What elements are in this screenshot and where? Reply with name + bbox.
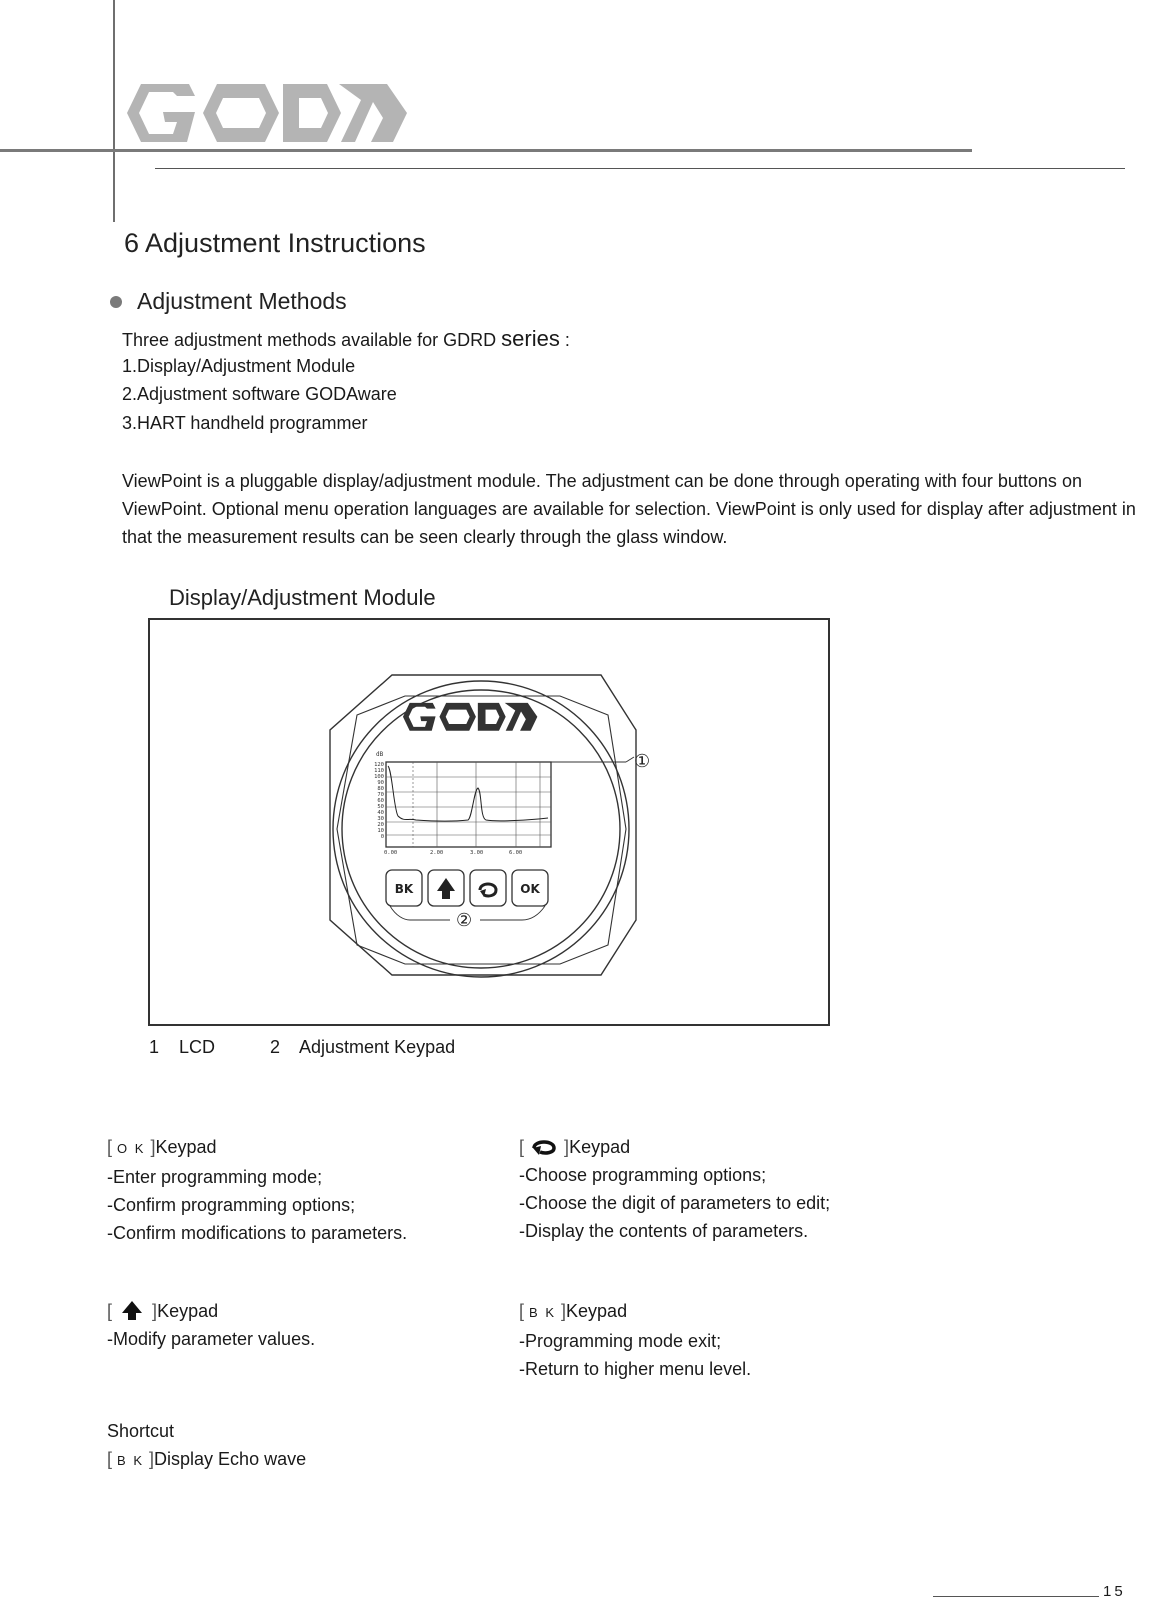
bracket-open: [	[519, 1137, 525, 1157]
ok-keypad-word: Keypad	[155, 1137, 217, 1157]
methods-heading: Adjustment Methods	[137, 288, 347, 314]
intro-post: :	[559, 330, 570, 350]
lcd-x-tick: 3.00	[470, 850, 484, 856]
shortcut-block	[107, 1417, 306, 1475]
lcd-unit-label: dB	[376, 751, 384, 758]
loop-line: -Display the contents of parameters.	[519, 1221, 809, 1241]
loop-keypad-word: Keypad	[569, 1137, 631, 1157]
lcd-y-tick: 50	[377, 804, 384, 810]
loop-arrow-icon	[529, 1137, 559, 1155]
up-arrow-icon	[437, 878, 455, 899]
lcd-grid	[386, 762, 551, 847]
bracket-close: ]	[564, 1137, 570, 1157]
lcd-y-tick: 90	[377, 780, 384, 786]
loop-line: -Choose the digit of parameters to edit;	[519, 1193, 831, 1213]
section-title: 6 Adjustment Instructions	[124, 228, 426, 258]
shortcut-line	[107, 1445, 306, 1475]
header-vertical-rule	[113, 0, 115, 222]
ok-line: -Confirm modifications to parameters.	[107, 1223, 408, 1243]
method-item-2: 2.Adjustment software GODAware	[122, 384, 397, 404]
bk-keypad-word: Keypad	[566, 1301, 628, 1321]
footer-rule	[933, 1596, 1099, 1597]
up-keypad-block	[107, 1297, 315, 1353]
callout-2: ②	[456, 910, 473, 931]
module-figure	[148, 618, 830, 1026]
bracket-close: ]	[152, 1301, 158, 1321]
bracket-open: [	[107, 1449, 113, 1469]
viewpoint-paragraph: ViewPoint is a pluggable display/adjustment module. The adjustment can be done through operating with four buttons on ViewPoint. Optional menu operation languages are available for selection. ViewPoint is only used for display after adjustment in that the measurement results can be seen clearly through the glass window.	[122, 471, 1136, 547]
ok-keypad-block	[107, 1133, 407, 1247]
lcd-y-tick: 10	[377, 828, 384, 834]
page-number: 15	[1103, 1583, 1126, 1600]
method-item-3: 3.HART handheld programmer	[122, 413, 368, 433]
intro-pre: Three adjustment methods available for GDRD	[122, 330, 502, 350]
bk-button-label: BK	[394, 882, 414, 896]
loop-line: -Choose programming options;	[519, 1165, 767, 1185]
goda-logo	[125, 78, 410, 153]
methods-intro	[122, 326, 570, 352]
bullet-icon	[110, 296, 122, 308]
lcd-y-tick: 100	[374, 774, 384, 780]
shortcut-label: Shortcut	[107, 1421, 175, 1441]
callout-1: ①	[634, 751, 651, 772]
lcd-y-tick: 60	[377, 798, 384, 804]
lcd-screen	[374, 751, 551, 856]
method-item-1: 1.Display/Adjustment Module	[122, 356, 356, 376]
legend-lcd: 1 LCD	[149, 1037, 216, 1057]
lcd-y-tick: 40	[377, 810, 384, 816]
lcd-y-tick: 80	[377, 786, 384, 792]
ok-button-label: OK	[520, 882, 540, 896]
up-line: -Modify parameter values.	[107, 1329, 316, 1349]
up-arrow-icon	[117, 1300, 147, 1320]
lcd-y-tick: 120	[374, 762, 384, 768]
module-drawing	[150, 620, 828, 1024]
bk-keypad-block	[519, 1297, 751, 1383]
loop-keypad-block	[519, 1133, 830, 1245]
legend-keypad: 2 Adjustment Keypad	[270, 1037, 456, 1057]
up-keypad-word: Keypad	[157, 1301, 219, 1321]
bracket-open: [	[107, 1137, 113, 1157]
bracket-close: ]	[561, 1301, 567, 1321]
lcd-x-tick: 2.00	[430, 850, 444, 856]
module-logo	[403, 703, 537, 731]
shortcut-key-label: B K	[117, 1453, 144, 1468]
lcd-y-tick: 110	[374, 768, 384, 774]
ok-key-label: O K	[117, 1141, 146, 1156]
loop-button[interactable]	[470, 870, 506, 906]
bracket-open: [	[519, 1301, 525, 1321]
up-keypad-title	[107, 1297, 315, 1325]
bk-keypad-title	[519, 1297, 751, 1327]
lcd-x-ticks	[384, 850, 522, 856]
intro-series: series	[501, 326, 560, 351]
bracket-open: [	[107, 1301, 113, 1321]
lcd-y-tick: 70	[377, 792, 384, 798]
bk-line: -Programming mode exit;	[519, 1331, 722, 1351]
ok-line: -Confirm programming options;	[107, 1195, 356, 1215]
bk-line: -Return to higher menu level.	[519, 1359, 752, 1379]
loop-keypad-title	[519, 1133, 830, 1161]
bk-key-label: B K	[529, 1305, 556, 1320]
lcd-x-tick: 0.00	[384, 850, 398, 856]
lcd-echo-curve	[388, 766, 548, 821]
header-rule-thin	[155, 168, 1125, 169]
lcd-y-ticks	[374, 762, 384, 840]
bracket-close: ]	[149, 1449, 155, 1469]
lcd-y-tick: 20	[377, 822, 384, 828]
module-heading: Display/Adjustment Module	[169, 585, 436, 610]
lcd-y-tick: 30	[377, 816, 384, 822]
lcd-x-tick: 6.00	[509, 850, 523, 856]
bracket-close: ]	[150, 1137, 156, 1157]
loop-arrow-icon	[480, 884, 496, 897]
ok-keypad-title	[107, 1133, 407, 1163]
lcd-y-tick: 0	[380, 834, 384, 840]
shortcut-text: Display Echo wave	[154, 1449, 307, 1469]
ok-line: -Enter programming mode;	[107, 1167, 323, 1187]
